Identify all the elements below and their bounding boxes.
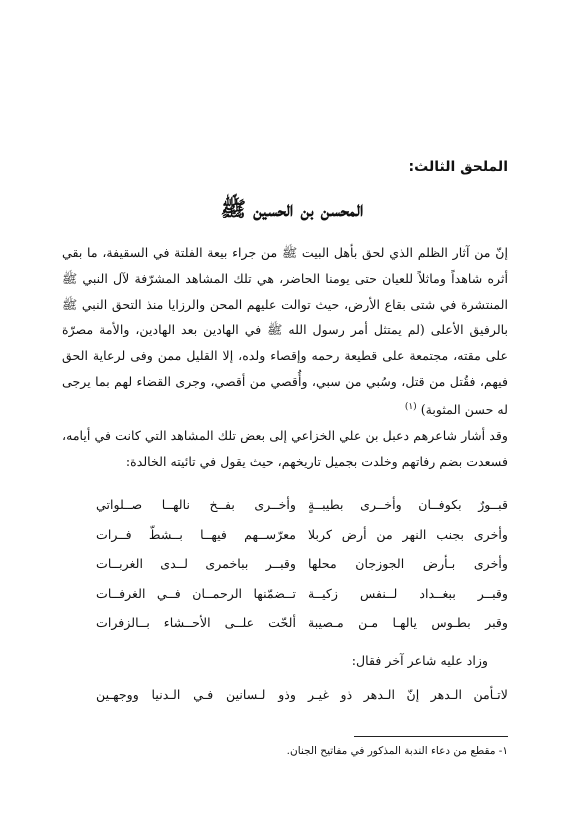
verse-second-hemistich: وذو لـسانين فـي الـدنيا ووجهـين bbox=[96, 687, 296, 702]
footnote-divider bbox=[354, 736, 508, 737]
paragraph-2-text: وقد أشار شاعرهم دعبل بن علي الخزاعي إلى بعض تلك المشاهد التي كانت في أيامه، فسعدت بضم رفاتهم وخلدت بجميل تاريخهم، حيث يقول في تائيته الخالدة: bbox=[62, 427, 508, 469]
verse-first-hemistich: لاتـأمن الـدهر إنّ الـدهر ذو غيـر bbox=[308, 687, 508, 702]
chapter-title: المحسن بن الحسين ﷺ bbox=[220, 196, 364, 221]
verse-first-hemistich: وأخرى بـأرض الجوزجان محلها bbox=[308, 556, 508, 571]
verse-first-hemistich: وقبر بطـوس يالهـا مـن مـصيبة bbox=[308, 615, 508, 630]
verse-line bbox=[96, 527, 508, 557]
verse-line bbox=[96, 586, 508, 616]
body-text bbox=[62, 240, 508, 474]
poem-stanza-2 bbox=[96, 687, 508, 717]
verse-line bbox=[96, 687, 508, 717]
poem-intro: وزاد عليه شاعر آخر فقال: bbox=[351, 653, 488, 668]
verse-second-hemistich: تــضمّنها الرحمــان فــي الغرفــات bbox=[96, 585, 296, 601]
paragraph-2 bbox=[62, 423, 508, 475]
verse-first-hemistich: قبــورٌ بكوفــان وأخــرى بطيبــةٍ bbox=[308, 497, 508, 512]
verse-line bbox=[96, 556, 508, 586]
section-label: الملحق الثالث: bbox=[408, 159, 508, 175]
verse-second-hemistich: ألحّت علــى الأحــشاء بــالزفرات bbox=[96, 615, 296, 630]
footnote: ١- مقطع من دعاء الندبة المذكور في مفاتيح الجنان. bbox=[286, 745, 508, 757]
footnote-ref: (١) bbox=[404, 401, 417, 412]
verse-line bbox=[96, 615, 508, 645]
poem-stanza-1 bbox=[96, 497, 508, 645]
paragraph-1 bbox=[62, 240, 508, 423]
verse-second-hemistich: معرّســهم فيهــا بــشطّ فــرات bbox=[96, 526, 296, 542]
verse-second-hemistich: وقبــر بباخمرى لــدى الغربــات bbox=[96, 556, 296, 571]
verse-first-hemistich: وقبــر ببغــداد لــنفس زكيــة bbox=[308, 585, 508, 601]
paragraph-1-text: إنّ من آثار الظلم الذي لحق بأهل البيت ﷺ من جراء بيعة الفلتة في السقيفة، ما بقي أثره شاهداً وماثلاً للعيان حتى يومنا الحاضر، هي تلك المشاهد المشرّفة لآل النبي ﷺ المنتشرة في شتى بقاع الأرض، حيث توالت عليهم المحن والرزايا منذ التحق النبي ﷺ بالرفيق الأعلى (لم يمتثل أمر رسول الله ﷺ في الهادين بعد الهادين، والأمة مصرّة على مقته، مجتمعة على قطيعة رحمه وإقصاء ولده، إلا القليل ممن وفى لرعاية الحق فيهم، فقُتل من قتل، وسُبي من سبي، وأُقصي من أقصي، وجرى القضاء لهم بما يرجى له حسن المثوبة) bbox=[62, 245, 508, 417]
verse-line bbox=[96, 497, 508, 527]
verse-first-hemistich: وأخرى بجنب النهر من أرض كربلا bbox=[308, 526, 508, 542]
verse-second-hemistich: وأخــرى بفــخ نالهــا صــلواتي bbox=[96, 497, 296, 512]
